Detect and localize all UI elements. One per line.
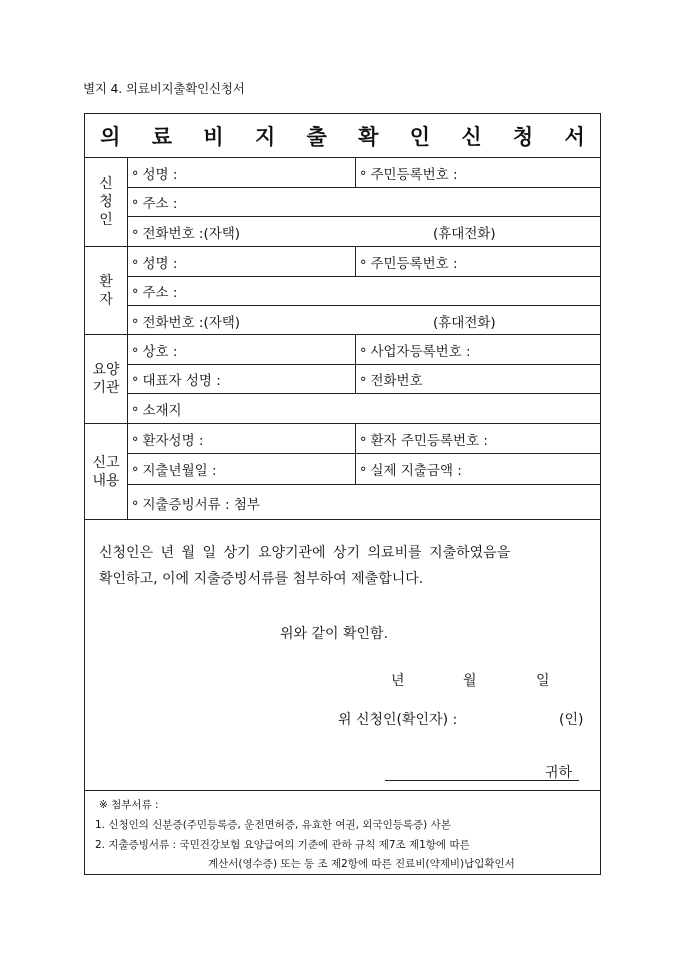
sign-day-label: 일 — [536, 673, 550, 689]
notes-item-2b: 계산서(영수증) 또는 동 조 제2항에 따른 진료비(약제비)납입확인서 — [208, 858, 515, 870]
applicant-row-address — [128, 187, 600, 216]
attachment-notes — [85, 790, 600, 875]
report-row-2 — [128, 453, 600, 484]
institution-row-2 — [128, 364, 600, 393]
patient-mobile-field[interactable]: (휴대전화) — [433, 314, 496, 331]
institution-phone-field[interactable]: ∘ 전화번호 — [355, 365, 423, 393]
statement-line-2: 확인하고, 이에 지출증빙서류를 첨부하여 제출합니다. — [99, 571, 424, 587]
addressee-label: 귀하 — [545, 765, 573, 781]
report-patient-rrn-field[interactable]: ∘ 환자 주민등록번호 : — [355, 424, 488, 453]
institution-section-label: 요양 기관 — [85, 335, 128, 423]
sign-year-label: 년 — [391, 673, 405, 689]
report-evidence-field[interactable]: ∘ 지출증빙서류 : 첨부 — [128, 485, 260, 520]
sign-month-label: 월 — [463, 673, 477, 689]
notes-heading: ※ 첨부서류 : — [99, 799, 159, 811]
institution-biz-no-field[interactable]: ∘ 사업자등록번호 : — [355, 335, 471, 364]
report-row-3 — [128, 484, 600, 520]
institution-location-field[interactable]: ∘ 소재지 — [128, 394, 182, 424]
patient-address-field[interactable]: ∘ 주소 : — [128, 277, 177, 305]
institution-row-3 — [128, 393, 600, 424]
applicant-row-name — [128, 158, 600, 187]
patient-phone-field[interactable]: ∘ 전화번호 :(자택) — [128, 306, 240, 335]
notes-item-2a: 2. 지출증빙서류 : 국민건강보험 요양급여의 기준에 관하 규칙 제7조 제1항에 따른 — [95, 839, 470, 851]
patient-row-phone — [128, 305, 600, 335]
patient-section — [85, 247, 600, 335]
applicant-section — [85, 158, 600, 247]
report-section — [85, 424, 600, 520]
notes-item-1: 1. 신청인의 신분증(주민등록증, 운전면허증, 유효한 여권, 외국인등록증) 사본 — [95, 819, 451, 831]
report-section-label: 신고 내용 — [85, 424, 128, 519]
patient-name-field[interactable]: ∘ 성명 : — [128, 247, 177, 276]
report-amount-field[interactable]: ∘ 실제 지출금액 : — [355, 454, 462, 484]
applicant-address-field[interactable]: ∘ 주소 : — [128, 188, 177, 216]
report-row-1 — [128, 424, 600, 453]
patient-rrn-field[interactable]: ∘ 주민등록번호 : — [355, 247, 458, 276]
form-title: 의 료 비 지 출 확 인 신 청 서 — [85, 114, 600, 158]
addressee-underline — [385, 780, 579, 781]
applicant-rrn-field[interactable]: ∘ 주민등록번호 : — [355, 158, 458, 187]
form-number-label: 별지 4. 의료비지출확인신청서 — [83, 81, 245, 96]
patient-row-address — [128, 276, 600, 305]
medical-expense-form — [84, 113, 601, 875]
applicant-mobile-field[interactable]: (휴대전화) — [433, 226, 496, 242]
report-patient-name-field[interactable]: ∘ 환자성명 : — [128, 424, 203, 453]
confirm-text: 위와 같이 확인함. — [280, 626, 389, 642]
applicant-name-field[interactable]: ∘ 성명 : — [128, 158, 177, 187]
institution-section — [85, 335, 600, 424]
applicant-row-phone — [128, 216, 600, 247]
seal-label: (인) — [559, 712, 584, 728]
institution-row-1 — [128, 335, 600, 364]
applicant-section-label: 신 청 인 — [85, 158, 128, 246]
signer-label: 위 신청인(확인자) : — [338, 712, 458, 728]
institution-rep-name-field[interactable]: ∘ 대표자 성명 : — [128, 365, 221, 393]
patient-row-name — [128, 247, 600, 276]
statement-line-1: 신청인은 년 월 일 상기 요양기관에 상기 의료비를 지출하였음을 — [99, 545, 511, 561]
applicant-phone-field[interactable]: ∘ 전화번호 :(자택) — [128, 217, 240, 247]
institution-trade-name-field[interactable]: ∘ 상호 : — [128, 335, 177, 364]
report-date-field[interactable]: ∘ 지출년월일 : — [128, 454, 217, 484]
patient-section-label: 환 자 — [85, 247, 128, 334]
